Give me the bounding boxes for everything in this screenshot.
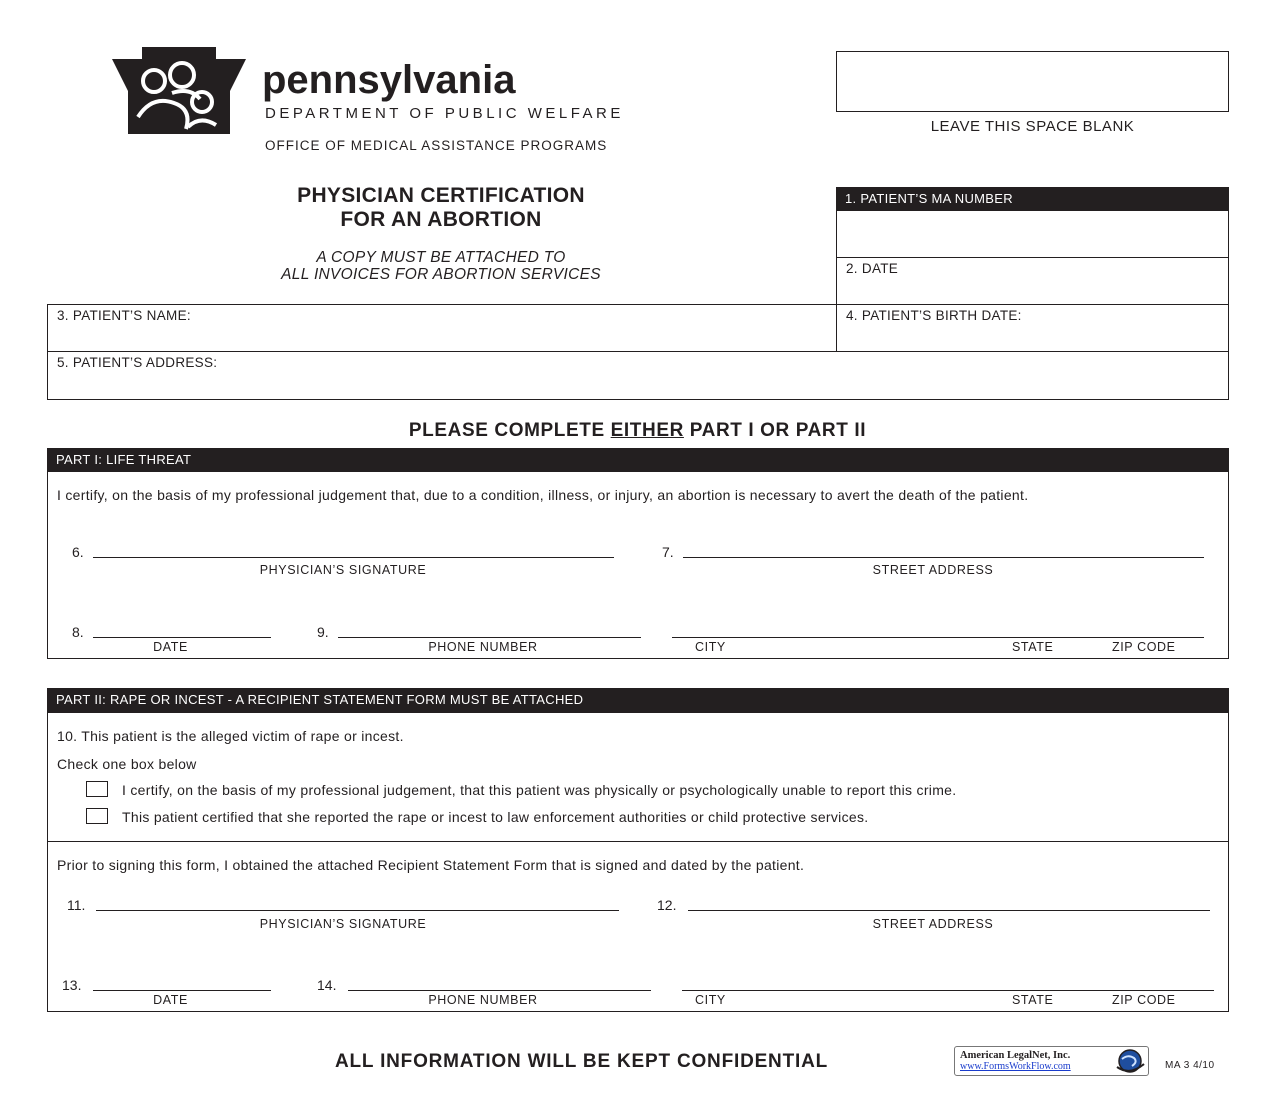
part2-header: PART II: RAPE OR INCEST - A RECIPIENT STATEMENT FORM MUST BE ATTACHED bbox=[47, 688, 1229, 713]
patient-address-label: 5. PATIENT’S ADDRESS: bbox=[57, 355, 218, 370]
zip-code-caption: ZIP CODE bbox=[1112, 640, 1176, 654]
blank-space-label: LEAVE THIS SPACE BLANK bbox=[930, 118, 1135, 135]
field-12-number: 12. bbox=[657, 897, 677, 913]
prior-signing-text: Prior to signing this form, I obtained the attached Recipient Statement Form that is signed and dated by the patient. bbox=[57, 857, 805, 873]
form-subtitle bbox=[200, 249, 682, 283]
state-caption-2: STATE bbox=[1012, 993, 1054, 1007]
option-unable-to-report-label: I certify, on the basis of my professional judgement, that this patient was physically or psychologically unable to report this crime. bbox=[122, 782, 957, 798]
field-13-number: 13. bbox=[62, 977, 82, 993]
blank-space-box bbox=[836, 51, 1229, 112]
date-caption-2: DATE bbox=[153, 993, 188, 1007]
form-subtitle-line1: A COPY MUST BE ATTACHED TO bbox=[316, 249, 566, 266]
ma-number-field[interactable] bbox=[836, 210, 1229, 258]
birth-date-label: 4. PATIENT’S BIRTH DATE: bbox=[846, 308, 1022, 323]
form-title bbox=[200, 184, 682, 232]
field-9-number: 9. bbox=[317, 624, 329, 640]
office-name: OFFICE OF MEDICAL ASSISTANCE PROGRAMS bbox=[265, 138, 608, 153]
field-6-number: 6. bbox=[72, 544, 84, 560]
part2-divider bbox=[47, 841, 1229, 842]
ma-number-header: 1. PATIENT’S MA NUMBER bbox=[836, 187, 1229, 211]
physician-signature-caption: PHYSICIAN’S SIGNATURE bbox=[259, 563, 427, 577]
date-line[interactable] bbox=[93, 637, 271, 638]
patient-address-field[interactable] bbox=[47, 351, 1229, 400]
option-unable-to-report-checkbox[interactable] bbox=[86, 781, 108, 797]
state-caption: STATE bbox=[1012, 640, 1054, 654]
zip-code-caption-2: ZIP CODE bbox=[1112, 993, 1176, 1007]
part1-certify-text: I certify, on the basis of my professional judgement that, due to a condition, illness, or injury, an abortion is necessary to avert the death of the patient. bbox=[57, 487, 1029, 503]
brand-name: pennsylvania bbox=[262, 58, 516, 102]
part1-section bbox=[47, 448, 1229, 659]
field-14-number: 14. bbox=[317, 977, 337, 993]
date-label: 2. DATE bbox=[846, 261, 899, 276]
phone-number-caption: PHONE NUMBER bbox=[428, 640, 538, 654]
physician-signature-caption-2: PHYSICIAN’S SIGNATURE bbox=[259, 917, 427, 931]
street-address-line-2[interactable] bbox=[688, 910, 1210, 911]
city-state-zip-line-2[interactable] bbox=[682, 990, 1214, 991]
stamp-company: American LegalNet, Inc. bbox=[960, 1050, 1071, 1061]
phone-number-line-2[interactable] bbox=[348, 990, 651, 991]
street-address-line[interactable] bbox=[683, 557, 1204, 558]
department-name: DEPARTMENT OF PUBLIC WELFARE bbox=[265, 105, 624, 122]
field-8-number: 8. bbox=[72, 624, 84, 640]
form-subtitle-line2: ALL INVOICES FOR ABORTION SERVICES bbox=[281, 266, 601, 283]
physician-signature-line-2[interactable] bbox=[96, 910, 619, 911]
instruction-after: PART I OR PART II bbox=[683, 420, 867, 441]
globe-icon bbox=[1112, 1048, 1148, 1074]
form-title-line1: PHYSICIAN CERTIFICATION bbox=[297, 184, 585, 207]
option-reported-checkbox[interactable] bbox=[86, 808, 108, 824]
stamp-url-link[interactable]: www.FormsWorkFlow.com bbox=[960, 1061, 1071, 1072]
date-line-2[interactable] bbox=[93, 990, 271, 991]
field-11-number: 11. bbox=[67, 897, 86, 913]
phone-number-line[interactable] bbox=[338, 637, 641, 638]
city-state-zip-line[interactable] bbox=[672, 637, 1204, 638]
keystone-logo bbox=[112, 47, 246, 134]
check-instruction: Check one box below bbox=[57, 756, 197, 772]
form-id: MA 3 4/10 bbox=[1165, 1060, 1215, 1071]
item-10-text: 10. This patient is the alleged victim of rape or incest. bbox=[57, 728, 404, 744]
instruction-emphasis: EITHER bbox=[610, 420, 684, 441]
street-address-caption: STREET ADDRESS bbox=[872, 563, 994, 577]
option-reported-label: This patient certified that she reported the rape or incest to law enforcement authorities or child protective services. bbox=[122, 809, 869, 825]
patient-name-label: 3. PATIENT’S NAME: bbox=[57, 308, 191, 323]
instruction-heading bbox=[0, 420, 1275, 442]
city-caption-2: CITY bbox=[695, 993, 726, 1007]
form-title-line2: FOR AN ABORTION bbox=[340, 208, 542, 231]
physician-signature-line[interactable] bbox=[93, 557, 614, 558]
phone-number-caption-2: PHONE NUMBER bbox=[428, 993, 538, 1007]
field-7-number: 7. bbox=[662, 544, 674, 560]
city-caption: CITY bbox=[695, 640, 726, 654]
instruction-before: PLEASE COMPLETE bbox=[408, 420, 611, 441]
street-address-caption-2: STREET ADDRESS bbox=[872, 917, 994, 931]
part1-header: PART I: LIFE THREAT bbox=[47, 448, 1229, 472]
confidential-notice: ALL INFORMATION WILL BE KEPT CONFIDENTIAL bbox=[335, 1051, 828, 1072]
date-caption: DATE bbox=[153, 640, 188, 654]
